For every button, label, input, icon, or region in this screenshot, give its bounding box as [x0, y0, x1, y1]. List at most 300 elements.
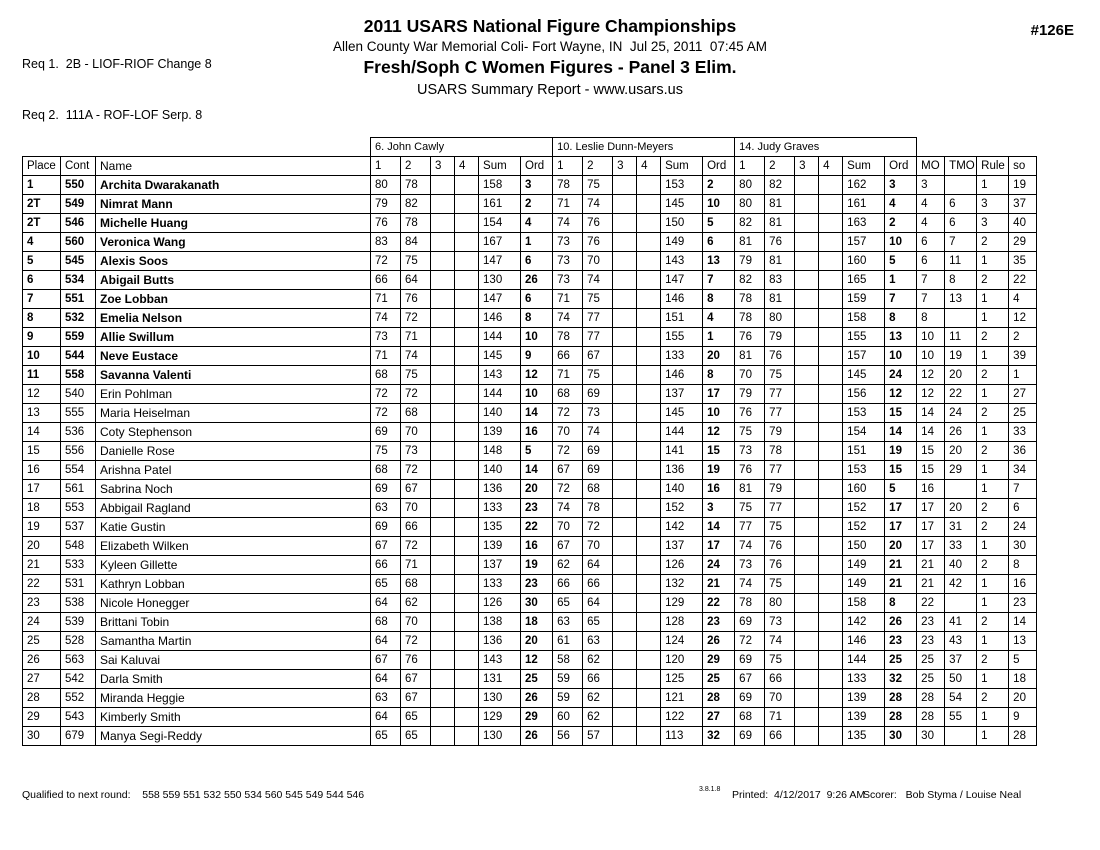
skater-name-cell: Michelle Huang	[96, 214, 371, 233]
skater-name-cell: Savanna Valenti	[96, 366, 371, 385]
column-header-cell: 2	[583, 157, 613, 176]
column-header-cell: Sum	[661, 157, 703, 176]
score-cell	[819, 499, 843, 518]
score-cell: 77	[583, 309, 613, 328]
score-cell: 77	[765, 499, 795, 518]
score-cell	[819, 423, 843, 442]
score-cell	[819, 518, 843, 537]
rule-cell: 1	[977, 670, 1009, 689]
rule-cell: 2	[977, 499, 1009, 518]
score-cell: 74	[735, 537, 765, 556]
ordinal-cell: 26	[703, 632, 735, 651]
score-cell: 57	[583, 727, 613, 746]
majority-ordinal-cell: 7	[917, 290, 945, 309]
total-majority-ordinal-cell: 50	[945, 670, 977, 689]
score-cell: 82	[735, 271, 765, 290]
score-cell: 76	[735, 328, 765, 347]
sum-cell: 137	[661, 537, 703, 556]
result-row	[23, 670, 1037, 689]
score-cell: 81	[735, 347, 765, 366]
score-cell	[795, 252, 819, 271]
title-block	[150, 16, 950, 98]
ordinal-cell: 3	[521, 176, 553, 195]
ordinal-cell: 17	[885, 518, 917, 537]
score-cell	[613, 651, 637, 670]
skater-name-cell: Darla Smith	[96, 670, 371, 689]
score-cell	[455, 214, 479, 233]
start-order-cell: 6	[1009, 499, 1037, 518]
start-order-cell: 40	[1009, 214, 1037, 233]
result-row	[23, 423, 1037, 442]
majority-ordinal-cell: 14	[917, 404, 945, 423]
result-row	[23, 461, 1037, 480]
rule-cell: 2	[977, 651, 1009, 670]
score-cell	[613, 347, 637, 366]
score-cell: 65	[401, 727, 431, 746]
score-cell: 74	[765, 632, 795, 651]
score-cell	[613, 632, 637, 651]
rule-cell: 3	[977, 195, 1009, 214]
score-cell	[455, 233, 479, 252]
score-cell	[637, 347, 661, 366]
score-cell	[795, 442, 819, 461]
majority-ordinal-cell: 4	[917, 195, 945, 214]
score-cell	[455, 347, 479, 366]
sum-cell: 155	[661, 328, 703, 347]
score-cell	[613, 385, 637, 404]
score-cell	[795, 480, 819, 499]
result-row	[23, 613, 1037, 632]
result-row	[23, 271, 1037, 290]
score-cell	[613, 366, 637, 385]
sum-cell: 153	[661, 176, 703, 195]
sum-cell: 139	[479, 423, 521, 442]
score-cell	[431, 632, 455, 651]
total-majority-ordinal-cell: 42	[945, 575, 977, 594]
score-cell: 70	[583, 537, 613, 556]
score-cell: 78	[553, 328, 583, 347]
ordinal-cell: 7	[885, 290, 917, 309]
score-cell: 81	[735, 480, 765, 499]
score-cell	[795, 670, 819, 689]
ordinal-cell: 8	[521, 309, 553, 328]
score-cell	[613, 518, 637, 537]
score-cell: 62	[583, 651, 613, 670]
score-cell: 76	[401, 290, 431, 309]
ordinal-cell: 23	[521, 575, 553, 594]
score-cell: 75	[765, 575, 795, 594]
majority-ordinal-cell: 22	[917, 594, 945, 613]
venue-date-line: Allen County War Memorial Coli- Fort Wayne, IN Jul 25, 2011 07:45 AM	[333, 39, 767, 54]
score-cell: 76	[583, 214, 613, 233]
sum-cell: 143	[479, 366, 521, 385]
score-cell	[819, 632, 843, 651]
score-cell	[455, 689, 479, 708]
score-cell	[795, 689, 819, 708]
sum-cell: 137	[661, 385, 703, 404]
skater-name-cell: Allie Swillum	[96, 328, 371, 347]
score-cell	[795, 347, 819, 366]
sum-cell: 141	[661, 442, 703, 461]
ordinal-cell: 4	[703, 309, 735, 328]
score-cell	[637, 575, 661, 594]
ordinal-cell: 13	[703, 252, 735, 271]
sum-cell: 153	[843, 461, 885, 480]
score-cell: 75	[735, 499, 765, 518]
score-cell	[637, 613, 661, 632]
score-cell: 62	[583, 708, 613, 727]
sum-cell: 147	[661, 271, 703, 290]
score-cell: 75	[583, 290, 613, 309]
sum-cell: 140	[479, 404, 521, 423]
score-cell: 62	[401, 594, 431, 613]
ordinal-cell: 17	[885, 499, 917, 518]
score-cell: 71	[371, 290, 401, 309]
score-cell: 69	[735, 651, 765, 670]
ordinal-cell: 7	[703, 271, 735, 290]
score-cell: 64	[371, 632, 401, 651]
majority-ordinal-cell: 6	[917, 252, 945, 271]
score-cell	[819, 233, 843, 252]
sum-cell: 150	[661, 214, 703, 233]
score-cell: 70	[553, 518, 583, 537]
score-cell: 69	[583, 442, 613, 461]
score-cell: 72	[401, 632, 431, 651]
result-row	[23, 499, 1037, 518]
ordinal-cell: 32	[885, 670, 917, 689]
score-cell	[637, 309, 661, 328]
place-cell: 23	[23, 594, 61, 613]
rule-cell: 2	[977, 518, 1009, 537]
score-cell	[795, 385, 819, 404]
score-cell	[637, 499, 661, 518]
rule-cell: 2	[977, 271, 1009, 290]
score-cell	[819, 252, 843, 271]
spacer-cell	[917, 138, 1037, 157]
rule-cell: 1	[977, 537, 1009, 556]
score-cell: 69	[371, 423, 401, 442]
skater-name-cell: Alexis Soos	[96, 252, 371, 271]
majority-ordinal-cell: 14	[917, 423, 945, 442]
score-cell	[431, 613, 455, 632]
score-cell: 74	[553, 214, 583, 233]
contestant-number-cell: 548	[61, 537, 96, 556]
score-cell	[431, 252, 455, 271]
score-cell	[637, 518, 661, 537]
score-cell: 69	[371, 518, 401, 537]
start-order-cell: 16	[1009, 575, 1037, 594]
score-cell: 83	[371, 233, 401, 252]
score-cell: 82	[765, 176, 795, 195]
score-cell	[819, 613, 843, 632]
printed-stamp: Printed: 4/12/2017 9:26 AM	[732, 789, 866, 801]
score-cell: 81	[765, 195, 795, 214]
start-order-cell: 2	[1009, 328, 1037, 347]
score-cell	[795, 499, 819, 518]
column-header-cell: 4	[455, 157, 479, 176]
ordinal-cell: 21	[703, 575, 735, 594]
rule-cell: 1	[977, 252, 1009, 271]
total-majority-ordinal-cell	[945, 594, 977, 613]
sum-cell: 140	[479, 461, 521, 480]
result-row	[23, 385, 1037, 404]
score-cell: 67	[401, 480, 431, 499]
ordinal-cell: 29	[521, 708, 553, 727]
place-cell: 13	[23, 404, 61, 423]
place-cell: 6	[23, 271, 61, 290]
start-order-cell: 4	[1009, 290, 1037, 309]
score-cell: 73	[583, 404, 613, 423]
column-header-cell: 3	[431, 157, 455, 176]
sum-cell: 142	[843, 613, 885, 632]
total-majority-ordinal-cell: 20	[945, 366, 977, 385]
ordinal-cell: 22	[703, 594, 735, 613]
skater-name-cell: Kyleen Gillette	[96, 556, 371, 575]
sum-cell: 147	[479, 252, 521, 271]
score-cell: 79	[765, 328, 795, 347]
start-order-cell: 28	[1009, 727, 1037, 746]
result-row	[23, 556, 1037, 575]
score-cell: 71	[553, 366, 583, 385]
majority-ordinal-cell: 10	[917, 328, 945, 347]
score-cell: 73	[401, 442, 431, 461]
ordinal-cell: 14	[703, 518, 735, 537]
start-order-cell: 27	[1009, 385, 1037, 404]
score-cell: 79	[765, 480, 795, 499]
score-cell: 78	[401, 176, 431, 195]
score-cell: 76	[401, 651, 431, 670]
contestant-number-cell: 560	[61, 233, 96, 252]
score-cell	[431, 385, 455, 404]
column-header-cell: 3	[613, 157, 637, 176]
ordinal-cell: 12	[885, 385, 917, 404]
score-cell: 56	[553, 727, 583, 746]
start-order-cell: 13	[1009, 632, 1037, 651]
score-cell	[795, 461, 819, 480]
judge-header-row	[23, 138, 1037, 157]
contestant-number-cell: 546	[61, 214, 96, 233]
start-order-cell: 9	[1009, 708, 1037, 727]
skater-name-cell: Archita Dwarakanath	[96, 176, 371, 195]
total-majority-ordinal-cell: 26	[945, 423, 977, 442]
skater-name-cell: Arishna Patel	[96, 461, 371, 480]
skater-name-cell: Samantha Martin	[96, 632, 371, 651]
total-majority-ordinal-cell: 24	[945, 404, 977, 423]
ordinal-cell: 5	[703, 214, 735, 233]
score-cell	[613, 290, 637, 309]
column-header-cell: Ord	[521, 157, 553, 176]
ordinal-cell: 30	[521, 594, 553, 613]
ordinal-cell: 5	[521, 442, 553, 461]
contestant-number-cell: 556	[61, 442, 96, 461]
majority-ordinal-cell: 17	[917, 518, 945, 537]
column-header-cell: Rule	[977, 157, 1009, 176]
place-cell: 14	[23, 423, 61, 442]
score-cell	[455, 499, 479, 518]
score-cell	[613, 537, 637, 556]
score-cell	[431, 423, 455, 442]
sum-cell: 159	[843, 290, 885, 309]
event-title: Fresh/Soph C Women Figures - Panel 3 Elim.	[363, 57, 737, 77]
place-cell: 27	[23, 670, 61, 689]
score-cell	[431, 233, 455, 252]
judge-name-cell: 10. Leslie Dunn-Meyers	[553, 138, 735, 157]
score-cell: 78	[401, 214, 431, 233]
score-cell: 68	[401, 404, 431, 423]
contestant-number-cell: 559	[61, 328, 96, 347]
score-cell: 68	[371, 366, 401, 385]
ordinal-cell: 4	[521, 214, 553, 233]
score-cell	[795, 290, 819, 309]
ordinal-cell: 17	[703, 385, 735, 404]
score-cell: 77	[735, 518, 765, 537]
sum-cell: 139	[479, 537, 521, 556]
score-cell	[455, 518, 479, 537]
score-cell: 69	[371, 480, 401, 499]
column-header-cell: 1	[735, 157, 765, 176]
sum-cell: 144	[843, 651, 885, 670]
score-cell	[637, 214, 661, 233]
spacer-cell	[23, 138, 371, 157]
contestant-number-cell: 554	[61, 461, 96, 480]
score-cell	[431, 499, 455, 518]
skater-name-cell: Erin Pohlman	[96, 385, 371, 404]
score-cell	[613, 613, 637, 632]
score-cell	[455, 613, 479, 632]
sum-cell: 160	[843, 480, 885, 499]
score-cell	[637, 727, 661, 746]
total-majority-ordinal-cell: 43	[945, 632, 977, 651]
score-cell: 74	[401, 347, 431, 366]
ordinal-cell: 27	[703, 708, 735, 727]
score-cell: 74	[553, 309, 583, 328]
ordinal-cell: 20	[703, 347, 735, 366]
ordinal-cell: 5	[885, 252, 917, 271]
sum-cell: 131	[479, 670, 521, 689]
ordinal-cell: 26	[521, 689, 553, 708]
score-cell: 66	[553, 347, 583, 366]
score-cell: 76	[735, 461, 765, 480]
skater-name-cell: Kimberly Smith	[96, 708, 371, 727]
result-row	[23, 328, 1037, 347]
sum-cell: 136	[479, 480, 521, 499]
ordinal-cell: 22	[521, 518, 553, 537]
sum-cell: 128	[661, 613, 703, 632]
score-cell	[819, 271, 843, 290]
score-cell: 70	[401, 613, 431, 632]
sum-cell: 152	[843, 518, 885, 537]
judge-name-cell: 14. Judy Graves	[735, 138, 917, 157]
ordinal-cell: 1	[885, 271, 917, 290]
score-cell	[819, 366, 843, 385]
score-cell	[637, 328, 661, 347]
score-cell	[637, 632, 661, 651]
rule-cell: 1	[977, 575, 1009, 594]
majority-ordinal-cell: 25	[917, 670, 945, 689]
score-cell	[795, 328, 819, 347]
sum-cell: 135	[843, 727, 885, 746]
score-cell: 65	[371, 575, 401, 594]
sum-cell: 138	[479, 613, 521, 632]
ordinal-cell: 28	[885, 708, 917, 727]
score-cell	[819, 670, 843, 689]
sum-cell: 161	[479, 195, 521, 214]
score-cell	[613, 480, 637, 499]
ordinal-cell: 8	[703, 366, 735, 385]
majority-ordinal-cell: 25	[917, 651, 945, 670]
score-cell: 60	[553, 708, 583, 727]
place-cell: 11	[23, 366, 61, 385]
score-cell: 67	[401, 689, 431, 708]
score-cell: 63	[371, 499, 401, 518]
score-cell: 68	[371, 613, 401, 632]
column-header-cell: Cont	[61, 157, 96, 176]
score-cell	[637, 442, 661, 461]
score-cell	[455, 575, 479, 594]
place-cell: 18	[23, 499, 61, 518]
sum-cell: 167	[479, 233, 521, 252]
score-cell	[613, 594, 637, 613]
total-majority-ordinal-cell: 55	[945, 708, 977, 727]
score-cell	[613, 556, 637, 575]
result-row	[23, 252, 1037, 271]
ordinal-cell: 28	[703, 689, 735, 708]
score-cell	[637, 195, 661, 214]
skater-name-cell: Neve Eustace	[96, 347, 371, 366]
sum-cell: 158	[843, 309, 885, 328]
score-cell: 76	[765, 233, 795, 252]
ordinal-cell: 28	[885, 689, 917, 708]
skater-name-cell: Sai Kaluvai	[96, 651, 371, 670]
score-cell: 70	[401, 499, 431, 518]
score-cell	[613, 670, 637, 689]
score-cell	[637, 366, 661, 385]
sum-cell: 142	[661, 518, 703, 537]
judge-name-cell: 6. John Cawly	[371, 138, 553, 157]
majority-ordinal-cell: 8	[917, 309, 945, 328]
score-cell	[819, 442, 843, 461]
score-cell: 72	[371, 252, 401, 271]
score-cell	[455, 537, 479, 556]
ordinal-cell: 10	[885, 233, 917, 252]
start-order-cell: 39	[1009, 347, 1037, 366]
sum-cell: 150	[843, 537, 885, 556]
score-cell	[431, 556, 455, 575]
total-majority-ordinal-cell: 11	[945, 252, 977, 271]
total-majority-ordinal-cell: 22	[945, 385, 977, 404]
result-row	[23, 518, 1037, 537]
score-cell: 59	[553, 689, 583, 708]
contestant-number-cell: 532	[61, 309, 96, 328]
sum-cell: 156	[843, 385, 885, 404]
score-cell: 63	[553, 613, 583, 632]
score-cell	[795, 271, 819, 290]
sum-cell: 126	[661, 556, 703, 575]
score-cell	[637, 233, 661, 252]
score-cell	[431, 195, 455, 214]
ordinal-cell: 25	[703, 670, 735, 689]
score-cell	[455, 366, 479, 385]
ordinal-cell: 14	[885, 423, 917, 442]
ordinal-cell: 6	[521, 290, 553, 309]
score-cell	[819, 651, 843, 670]
score-cell	[637, 708, 661, 727]
ordinal-cell: 1	[703, 328, 735, 347]
column-header-cell: 1	[553, 157, 583, 176]
score-cell: 75	[765, 366, 795, 385]
score-cell	[431, 480, 455, 499]
score-cell	[455, 594, 479, 613]
